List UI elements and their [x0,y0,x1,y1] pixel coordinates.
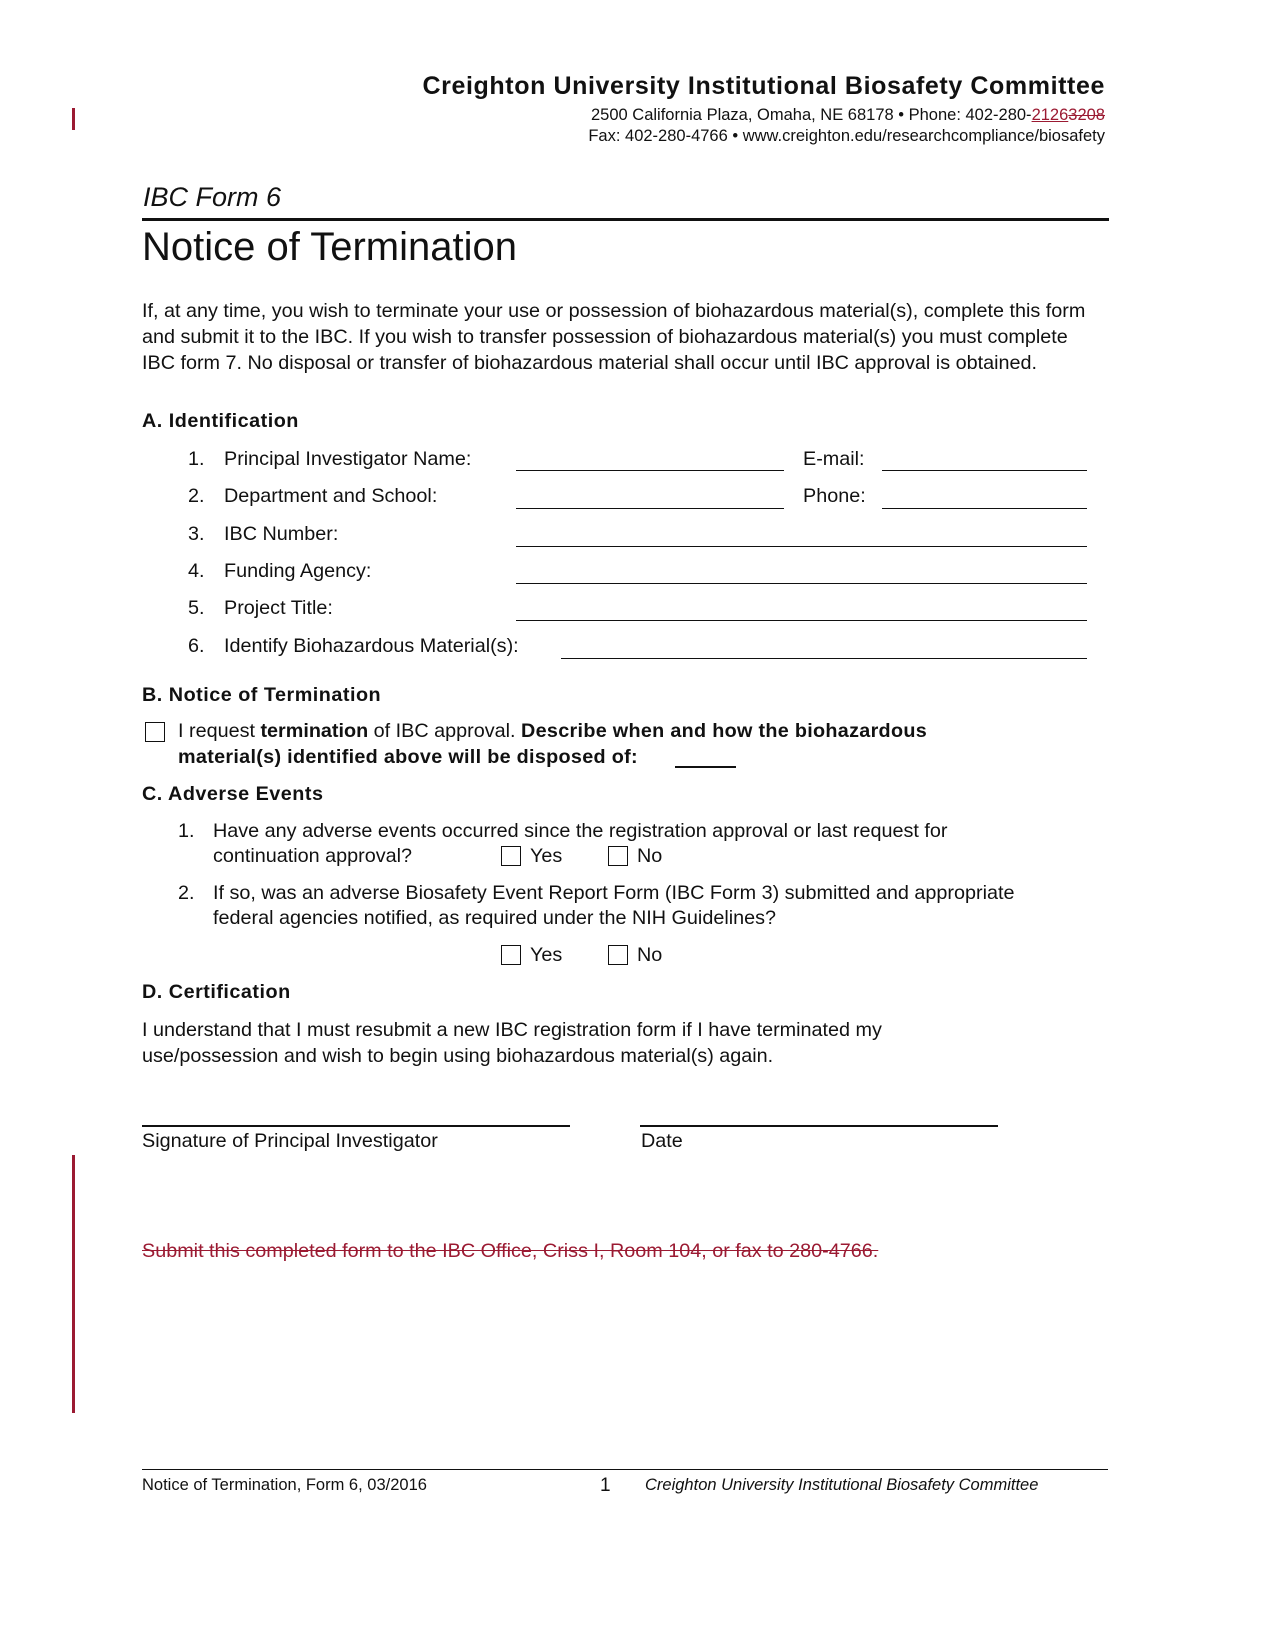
project-title-label: Project Title: [224,597,333,619]
department-label: Department and School: [224,485,438,507]
funding-agency-field[interactable] [516,583,1087,584]
phone-label: Phone: [803,485,866,507]
address-line [591,106,1105,125]
project-title-field[interactable] [516,620,1087,621]
question-1-no-checkbox[interactable] [608,846,628,866]
termination-text-bold-2: Describe when and how the biohazardous [521,720,928,742]
question-1-no-label: No [637,845,663,867]
item-4-number: 4. [188,560,205,582]
deleted-submission-note: Submit this completed form to the IBC Office, Criss I, Room 104, or fax to 280-4766. [142,1240,879,1262]
question-2-line2: federal agencies notified, as required under the NIH Guidelines? [213,907,777,929]
question-2-line1: If so, was an adverse Biosafety Event Report Form (IBC Form 3) submitted and appropriate [213,882,1015,904]
question-2-no-checkbox[interactable] [608,945,628,965]
signature-label: Signature of Principal Investigator [142,1130,438,1152]
footer-organization: Creighton University Institutional Biosafety Committee [645,1476,1039,1494]
phone-field[interactable] [882,508,1087,509]
item-6-number: 6. [188,635,205,657]
item-1-number: 1. [188,448,205,470]
form-number: IBC Form 6 [143,182,282,212]
footer-rule [142,1469,1108,1470]
question-1-line1: Have any adverse events occurred since the registration approval or last request for [213,820,948,842]
revision-bar-middle [72,1155,75,1413]
pi-name-label: Principal Investigator Name: [224,448,472,470]
date-label: Date [641,1130,683,1152]
question-1-yes-label: Yes [530,845,563,867]
section-c-heading: C. Adverse Events [142,783,324,805]
materials-label: Identify Biohazardous Material(s): [224,635,519,657]
footer-form-info: Notice of Termination, Form 6, 03/2016 [142,1476,427,1494]
phone-inserted-digits: 2126 [1031,106,1069,124]
termination-checkbox[interactable] [145,722,165,742]
email-field[interactable] [882,470,1087,471]
title-rule [142,218,1109,221]
organization-name: Creighton University Institutional Biosafety Committee [422,72,1105,100]
termination-text-bold-3: material(s) identified above will be disposed of: [178,746,638,768]
address-text: 2500 California Plaza, Omaha, NE 68178 • Phone: 402-280- [591,106,1032,124]
department-field[interactable] [516,508,784,509]
question-2-number: 2. [178,882,195,904]
termination-text-1: I request [178,720,261,742]
revision-bar-top [72,108,75,130]
termination-text-bold: termination [260,720,369,742]
date-field[interactable] [640,1125,998,1127]
page-title: Notice of Termination [142,225,517,269]
intro-paragraph: If, at any time, you wish to terminate your use or possession of biohazardous material(s), complete this form and submit it to the IBC. If you wish to transfer possession of biohazardous material(s) you must complete IBC form 7. No disposal or transfer of biohazardous material shall occur until IBC approval is obtained. [142,300,1086,374]
fax-web-line: Fax: 402-280-4766 • www.creighton.edu/researchcompliance/biosafety [588,127,1105,145]
funding-agency-label: Funding Agency: [224,560,372,582]
item-5-number: 5. [188,597,205,619]
ibc-number-label: IBC Number: [224,523,339,545]
page-number: 1 [600,1475,611,1496]
question-2-yes-label: Yes [530,944,563,966]
ibc-number-field[interactable] [516,546,1087,547]
question-2-yes-checkbox[interactable] [501,945,521,965]
termination-request-line2 [178,746,638,769]
question-1-line2: continuation approval? [213,845,413,867]
question-1-yes-checkbox[interactable] [501,846,521,866]
certification-text: I understand that I must resubmit a new IBC registration form if I have terminated my use/possession and wish to begin using biohazardous material(s) again. [142,1019,882,1067]
pi-name-field[interactable] [516,470,784,471]
materials-field[interactable] [561,658,1087,659]
item-3-number: 3. [188,523,205,545]
termination-request-line1 [178,720,927,743]
email-label: E-mail: [803,448,865,470]
disposal-description-field[interactable] [675,766,736,768]
section-a-heading: A. Identification [142,410,299,432]
question-1-number: 1. [178,820,195,842]
section-b-heading: B. Notice of Termination [142,684,382,706]
termination-text-2: of IBC approval. [368,720,522,742]
phone-deleted-digits: 3208 [1068,106,1105,124]
section-d-heading: D. Certification [142,981,291,1003]
question-2-no-label: No [637,944,663,966]
signature-field[interactable] [142,1125,570,1127]
item-2-number: 2. [188,485,205,507]
